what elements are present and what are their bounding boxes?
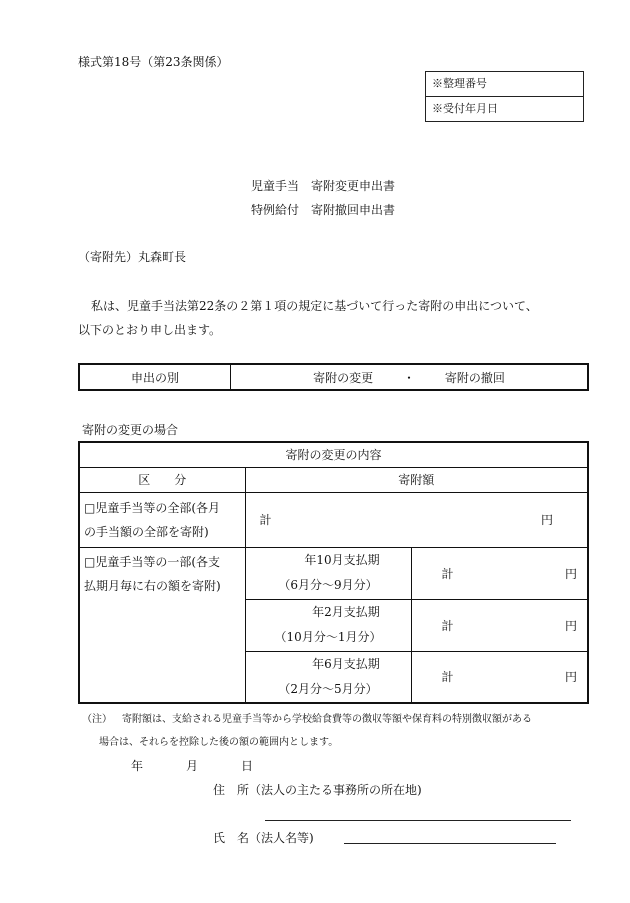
row-all-total-label: 計 xyxy=(259,513,272,527)
period-oct-name: 年10月支払期 xyxy=(304,553,380,567)
date-day[interactable]: 日 xyxy=(241,759,254,773)
option-withdraw[interactable]: 寄附の撤回 xyxy=(444,370,505,385)
note-label: （注） xyxy=(82,714,112,725)
name-field[interactable] xyxy=(344,843,556,844)
reception-number-label: ※整理番号 xyxy=(432,77,487,90)
recipient: （寄附先）丸森町長 xyxy=(78,250,187,264)
period-jun-amount[interactable] xyxy=(411,651,588,703)
col-category-header: 区 分 xyxy=(79,467,245,492)
name-label: 氏 名（法人名等) xyxy=(213,831,314,845)
row-all-label-line1: □児童手当等の全部(各月 xyxy=(84,500,221,515)
period-oct-unit: 円 xyxy=(564,566,577,581)
change-section-caption: 寄附の変更の場合 xyxy=(82,423,179,437)
period-oct-total-label: 計 xyxy=(441,566,454,581)
col-amount-header: 寄附額 xyxy=(245,467,588,492)
row-all-amount[interactable] xyxy=(245,492,588,547)
option-change[interactable]: 寄附の変更 xyxy=(313,370,374,385)
row-all-label-line2: の手当額の全部を寄附) xyxy=(84,524,209,539)
period-jun-name: 年6月支払期 xyxy=(312,656,380,671)
address-field[interactable] xyxy=(265,820,571,821)
form-id: 様式第18号（第23条関係） xyxy=(78,55,229,69)
period-oct-amount[interactable] xyxy=(411,547,588,599)
period-oct-range: （6月分～9月分） xyxy=(278,578,378,592)
application-type-table xyxy=(78,363,589,391)
row-all-label[interactable] xyxy=(79,492,245,547)
row-partial-label[interactable] xyxy=(79,547,245,703)
period-feb-range: （10月分～1月分） xyxy=(274,630,382,644)
note-line2: 場合は、それらを控除した後の額の範囲内とします。 xyxy=(99,737,339,748)
row-partial-label-line2: 払期月毎に右の額を寄附) xyxy=(84,578,221,593)
row-partial-label-line1: □児童手当等の一部(各支 xyxy=(84,554,221,569)
statement-line2: 以下のとおり申し出ます。 xyxy=(78,323,222,337)
period-oct xyxy=(245,547,411,599)
date-year[interactable]: 年 xyxy=(131,759,144,773)
application-type-header: 申出の別 xyxy=(79,364,231,390)
change-content-table xyxy=(78,441,589,704)
reception-box xyxy=(425,71,584,122)
period-feb-total-label: 計 xyxy=(441,618,454,633)
application-type-options[interactable] xyxy=(231,364,589,390)
period-jun xyxy=(245,651,411,703)
table-title: 寄附の変更の内容 xyxy=(79,442,588,467)
period-feb-unit: 円 xyxy=(564,618,577,633)
period-jun-range: （2月分～5月分） xyxy=(278,681,378,696)
note-line1: 寄附額は、支給される児童手当等から学校給食費等の徴収等額や保育料の特別徴収額がある xyxy=(122,714,532,725)
statement-line1: 私は、児童手当法第22条の２第１項の規定に基づいて行った寄附の申出について、 xyxy=(91,299,538,313)
period-feb xyxy=(245,599,411,651)
row-all-unit: 円 xyxy=(540,513,553,527)
address-label: 住 所（法人の主たる事務所の所在地) xyxy=(213,783,422,797)
period-feb-name: 年2月支払期 xyxy=(312,605,380,619)
title-line1: 児童手当 寄附変更申出書 xyxy=(251,179,396,193)
period-jun-total-label: 計 xyxy=(441,670,454,685)
date-month[interactable]: 月 xyxy=(186,759,199,773)
period-jun-unit: 円 xyxy=(564,670,577,685)
period-feb-amount[interactable] xyxy=(411,599,588,651)
reception-date-label: ※受付年月日 xyxy=(426,96,583,121)
title-line2: 特例給付 寄附撤回申出書 xyxy=(251,203,396,217)
option-separator: ・ xyxy=(402,370,415,385)
